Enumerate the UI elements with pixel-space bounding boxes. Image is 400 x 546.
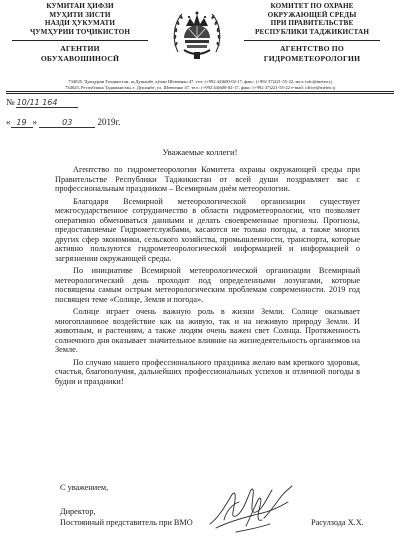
header-divider: [12, 40, 148, 41]
paragraph: Солнце играет очень важную роль в жизни Земли. Солнце оказывает многоплановое воздействие как на живую, так и на неживую природу Земли. И животным, и растениям, а также людям очень важен свет Солнца. Протяженность солнечного дня оказывает значительное влияние на жизнедеятельность организмов на Земле.: [55, 307, 360, 354]
org-line: КОМИТЕТ ПО ОХРАНЕ: [270, 2, 354, 10]
org-line: РЕСПУБЛИКИ ТАДЖИКИСТАН: [254, 27, 370, 36]
address-tj: 734025, Ҷумҳурии Тоҷикистон, ш.Душанбе, кӯчаи Шевченко 47, тел: (+992 44)600-02-17, факс: (+992 37)221-55-22, мел: info@meteo.tj: [68, 79, 332, 84]
signature-icon: [206, 478, 296, 540]
paragraph: По случаю нашего профессионального праздника желаю вам крепкого здоровья, счастья, благополучия, дальнейших профессиональных успехов и отличной погоды в будни и праздники!: [55, 357, 360, 386]
org-line: НАЗДИ ҲУКУМАТИ: [44, 19, 116, 28]
agency-line: ОБУХАВОШИНОСӢ: [40, 53, 120, 63]
state-emblem-icon: [170, 4, 224, 64]
letter-date: [6, 117, 120, 128]
header-right: [238, 2, 386, 63]
header-divider: [244, 40, 380, 41]
letter-closing: С уважением,: [60, 483, 109, 492]
org-line: МУҲИТИ ЗИСТИ: [49, 10, 111, 19]
letter-greeting: Уважаемые коллеги!: [162, 147, 238, 157]
org-line: КУМИТАИ ҲИФЗИ: [46, 2, 114, 10]
agency-line: ГИДРОМЕТЕОРОЛОГИИ: [263, 53, 361, 63]
org-line: ОКРУЖАЮЩЕЙ СРЕДЫ: [267, 10, 357, 19]
letter-body: [55, 165, 360, 389]
agency-name-ru: [238, 44, 386, 62]
date-day: 19: [11, 118, 33, 128]
paragraph: По инициативе Всемирной метеорологической организации Всемирный метеорологический день проходит под определенными лозунгами, которые посвящены самым острым метеорологическим проблемам современности. 2019 год посвящен теме «Солнце, Земля и погода».: [55, 266, 360, 304]
agency-line: АГЕНТСТВО ПО: [280, 44, 344, 54]
registration-number: [6, 97, 57, 107]
paragraph: Благодаря Всемирной метеорологической организации существует межгосударственное сотрудничество в области гидрометеорологии, что позволяет оперативно обмениваться данными и делать своевременные прогнозы. Прогнозы, предоставляемые Гидрометслужбами, касаются не только погоды, а также многих других сфер экономики, сельского хозяйства, промышленности, транспорта, которые активно пользуются гидрометеорологической информацией и информацией о загрязнении окружающей среды.: [55, 196, 360, 263]
agency-name-tj: [6, 44, 154, 62]
reg-prefix: №: [6, 97, 15, 107]
date-close-quote: »: [32, 117, 37, 127]
signatory-name: Расулзода Х.Х.: [311, 518, 364, 527]
address-rule: [6, 91, 394, 92]
org-line: ПРИ ПРАВИТЕЛЬСТВЕ: [270, 19, 354, 28]
director-label: Директор,: [60, 507, 96, 516]
address-ru: 734025, Республика Таджикистан, г. Душанбе, ул. Шевченко 47, тел.: (+992 44)600-02-17, факс: (+992 37)221-55-22 e-mail: office@meteo.tj: [64, 85, 336, 90]
org-name-tj: [6, 2, 154, 36]
date-open-quote: «: [6, 117, 11, 127]
signatory-position: Постоянный представитель при ВМО: [60, 518, 193, 527]
org-line: ҶУМҲУРИИ ТОҶИКИСТОН: [29, 27, 131, 36]
org-name-ru: [238, 2, 386, 36]
reg-number: 10/11 164: [16, 98, 58, 107]
date-month: 03: [39, 118, 95, 128]
reg-underline: [16, 107, 78, 108]
header-left: [6, 2, 154, 63]
agency-line: АГЕНТИИ: [60, 44, 100, 54]
paragraph: Агентство по гидрометеорологии Комитета охраны окружающей среды при Правительстве Республики Таджикистан от всей души поздравляет вас с профессиональным праздником – Всемирным днём метеорологии.: [55, 165, 360, 193]
address-rule: [6, 93, 394, 94]
date-year: 2019г.: [97, 117, 121, 127]
